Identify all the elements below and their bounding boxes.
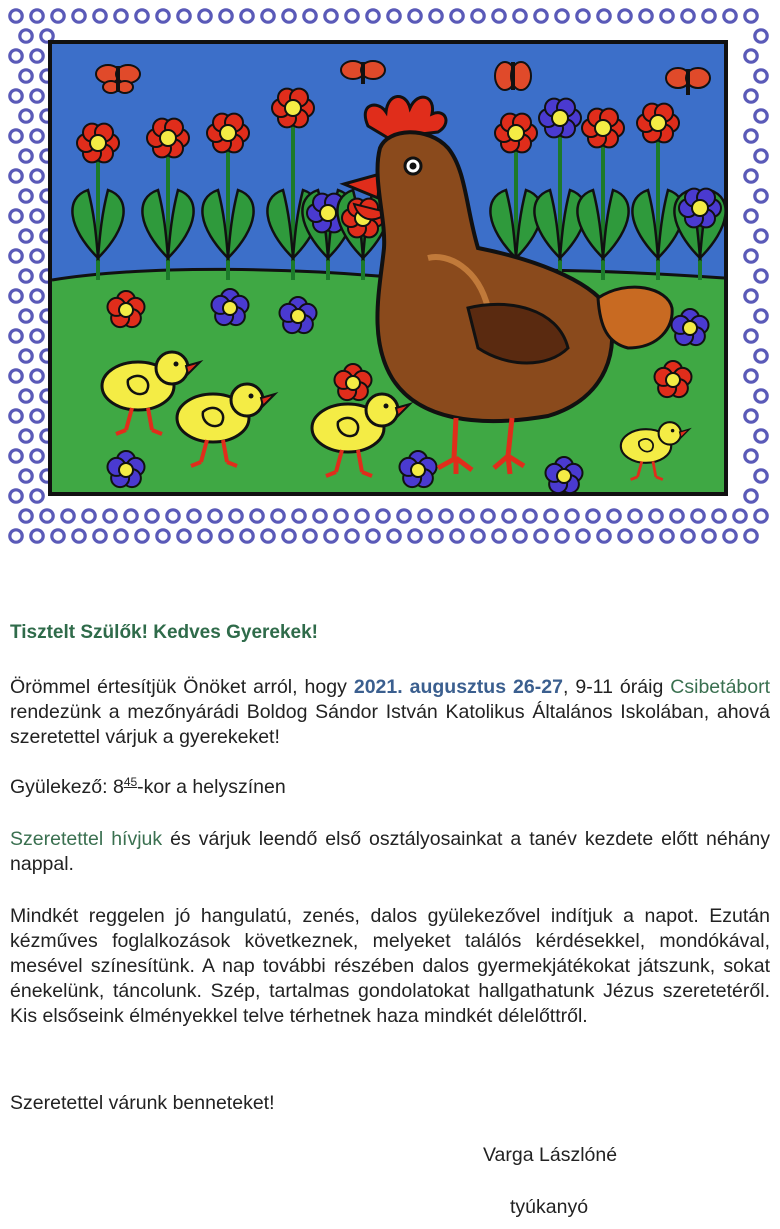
program-paragraph: Mindkét reggelen jó hangulatú, zenés, dalos gyülekezővel indítjuk a napot. Ezután kézműves foglalkozások következnek, melyeket találós kérdésekkel, mondókával, mesével színesítünk. A nap további részében dalos gyermekjátékokat játszunk, sokat énekelünk, táncolunk. Szép, tartalmas gondolatokat hallgathatunk Jézus szeretetéről. Kis elsőseink élményekkel telve térhetnek haza mindkét délelőttről. [10, 905, 770, 1027]
intro-prefix: Örömmel értesítjük Önöket arról, hogy [10, 676, 354, 698]
greeting-heading: Tisztelt Szülők! Kedves Gyerekek! [10, 622, 318, 643]
meeting-label: Gyülekező: 8 [10, 776, 124, 798]
camp-date: 2021. augusztus 26-27 [353, 676, 563, 698]
meeting-minutes: 45 [123, 775, 138, 789]
meeting-suffix: -kor a helyszínen [137, 776, 286, 798]
invitation-highlight: Szeretettel hívjuk [10, 828, 163, 850]
camp-name: Csibetábort [670, 676, 771, 698]
signature-title: tyúkanyó [510, 1196, 589, 1218]
hen-and-chicks-illustration [8, 8, 772, 548]
closing-line: Szeretettel várunk benneteket! [10, 1092, 275, 1114]
intro-paragraph [10, 675, 770, 750]
meeting-time-line [10, 775, 770, 800]
intro-time: , 9-11 óráig [562, 676, 664, 698]
intro-rest: rendezünk a mezőnyárádi Boldog Sándor István Katolikus Általános Iskolában, ahová szeretettel várjuk a gyerekeket! [10, 701, 770, 748]
invitation-rest: és várjuk leendő első osztályosainkat a tanév kezdete előtt néhány nappal. [10, 828, 770, 875]
signature-name: Varga Lászlóné [483, 1144, 618, 1166]
invitation-paragraph [10, 827, 770, 877]
